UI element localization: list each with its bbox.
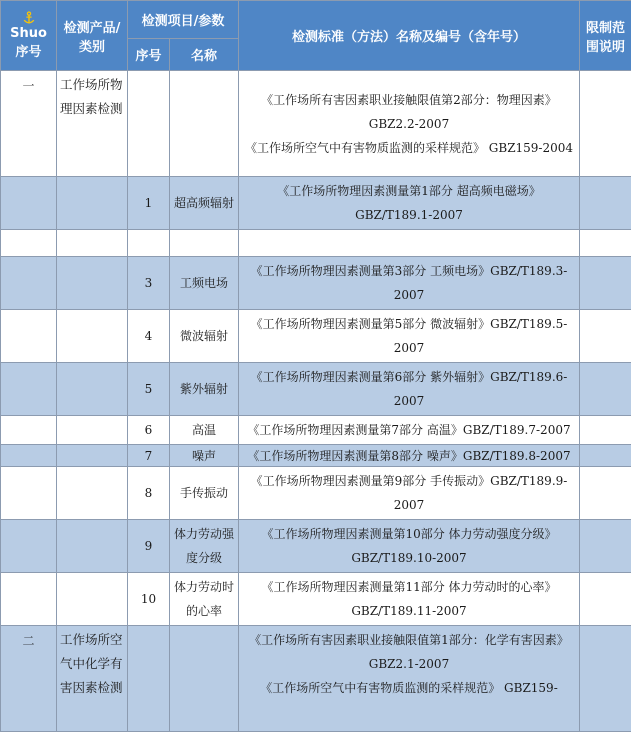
- header-item-seq: 序号: [128, 39, 170, 71]
- standard-line: 《工作场所有害因素职业接触限值第2部分：物理因素》GBZ2.2-2007: [242, 88, 576, 136]
- row-item-name: 超高频辐射: [170, 177, 239, 230]
- row-seq: [1, 416, 57, 445]
- row-product: [57, 445, 128, 467]
- row-item-seq: 6: [128, 416, 170, 445]
- row-item-seq: 5: [128, 363, 170, 416]
- table-row: [1, 71, 631, 177]
- row-product: [57, 467, 128, 520]
- row-seq: [1, 310, 57, 363]
- standard-line: GBZ/T189.10-2007: [242, 546, 576, 570]
- row-item-name: [170, 626, 239, 732]
- row-item-seq: [128, 230, 170, 257]
- table-row: [1, 416, 631, 445]
- table-row: [1, 626, 631, 732]
- row-product: 工作场所空气中化学有害因素检测: [57, 626, 128, 732]
- standard-line: 《工作场所物理因素测量第1部分 超高频电磁场》 GBZ/T189.1-2007: [242, 179, 576, 227]
- row-limit: [580, 467, 631, 520]
- row-seq: [1, 573, 57, 626]
- row-limit: [580, 177, 631, 230]
- header-product: 检测产品/类别: [57, 1, 128, 71]
- row-item-seq: 9: [128, 520, 170, 573]
- row-product: [57, 573, 128, 626]
- row-product: [57, 363, 128, 416]
- row-item-name: 紫外辐射: [170, 363, 239, 416]
- standard-line: 《工作场所空气中有害物质监测的采样规范》 GBZ159-: [242, 676, 576, 700]
- row-product: 工作场所物理因素检测: [57, 71, 128, 177]
- row-item-name: 高温: [170, 416, 239, 445]
- table-row: [1, 467, 631, 520]
- row-item-name: 体力劳动时的心率: [170, 573, 239, 626]
- header-item-name: 名称: [170, 39, 239, 71]
- row-item-name: [170, 230, 239, 257]
- row-standard: [239, 626, 580, 732]
- row-limit: [580, 445, 631, 467]
- table-row: [1, 310, 631, 363]
- table-row: [1, 257, 631, 310]
- row-standard: [239, 416, 580, 445]
- standard-line: 《工作场所物理因素测量第8部分 噪声》GBZ/T189.8-2007: [242, 448, 576, 464]
- row-seq: [1, 230, 57, 257]
- row-standard: [239, 445, 580, 467]
- table-row: [1, 573, 631, 626]
- row-item-name: [170, 71, 239, 177]
- row-item-seq: 10: [128, 573, 170, 626]
- row-standard: [239, 520, 580, 573]
- row-seq: [1, 467, 57, 520]
- row-item-name: 工频电场: [170, 257, 239, 310]
- row-item-name: 体力劳动强度分级: [170, 520, 239, 573]
- row-limit: [580, 573, 631, 626]
- row-limit: [580, 626, 631, 732]
- row-limit: [580, 310, 631, 363]
- row-standard: [239, 363, 580, 416]
- standard-line: 《工作场所物理因素测量第10部分 体力劳动强度分级》: [242, 522, 576, 546]
- row-limit: [580, 363, 631, 416]
- row-item-seq: 4: [128, 310, 170, 363]
- row-limit: [580, 257, 631, 310]
- row-product: [57, 230, 128, 257]
- row-limit: [580, 416, 631, 445]
- standard-line: 《工作场所物理因素测量第11部分 体力劳动时的心率》: [242, 575, 576, 599]
- row-standard: [239, 177, 580, 230]
- row-product: [57, 310, 128, 363]
- row-item-seq: 3: [128, 257, 170, 310]
- row-item-seq: 7: [128, 445, 170, 467]
- row-item-seq: 1: [128, 177, 170, 230]
- standard-line: 《工作场所物理因素测量第5部分 微波辐射》GBZ/T189.5-2007: [242, 312, 576, 360]
- header-limit: 限制范围说明: [580, 1, 631, 71]
- row-seq: [1, 177, 57, 230]
- row-seq: 二: [1, 626, 57, 732]
- standard-line: 《工作场所物理因素测量第7部分 高温》GBZ/T189.7-2007: [242, 418, 576, 442]
- header-seq: [1, 1, 57, 71]
- row-item-name: 噪声: [170, 445, 239, 467]
- header-items: 检测项目/参数: [128, 1, 239, 39]
- standard-line: 《工作场所物理因素测量第6部分 紫外辐射》GBZ/T189.6-2007: [242, 365, 576, 413]
- anchor-icon: [22, 11, 36, 25]
- row-standard: [239, 467, 580, 520]
- standard-line: 《工作场所物理因素测量第3部分 工频电场》GBZ/T189.3-2007: [242, 259, 576, 307]
- row-product: [57, 257, 128, 310]
- header-seq-label: Shuo 序号: [4, 26, 53, 60]
- standard-line: 《工作场所物理因素测量第9部分 手传振动》GBZ/T189.9-2007: [242, 469, 576, 517]
- table-row: [1, 363, 631, 416]
- row-seq: 一: [1, 71, 57, 177]
- row-standard: [239, 257, 580, 310]
- row-product: [57, 520, 128, 573]
- row-standard: [239, 573, 580, 626]
- row-item-name: 微波辐射: [170, 310, 239, 363]
- table-row: [1, 520, 631, 573]
- row-seq: [1, 363, 57, 416]
- row-product: [57, 177, 128, 230]
- row-seq: [1, 257, 57, 310]
- standard-line: 《工作场所有害因素职业接触限值第1部分：化学有害因素》GBZ2.1-2007: [242, 628, 576, 676]
- row-seq: [1, 445, 57, 467]
- row-standard: [239, 230, 580, 257]
- table-row: [1, 177, 631, 230]
- row-item-seq: 8: [128, 467, 170, 520]
- row-limit: [580, 520, 631, 573]
- table-row: [1, 445, 631, 467]
- standard-line: GBZ/T189.11-2007: [242, 599, 576, 623]
- header-standard: 检测标准（方法）名称及编号（含年号）: [239, 1, 580, 71]
- row-standard: [239, 71, 580, 177]
- standard-line: 《工作场所空气中有害物质监测的采样规范》 GBZ159-2004: [242, 136, 576, 160]
- row-standard: [239, 310, 580, 363]
- row-limit: [580, 71, 631, 177]
- row-limit: [580, 230, 631, 257]
- row-item-name: 手传振动: [170, 467, 239, 520]
- row-product: [57, 416, 128, 445]
- row-seq: [1, 520, 57, 573]
- row-item-seq: [128, 71, 170, 177]
- table-row: [1, 230, 631, 257]
- row-item-seq: [128, 626, 170, 732]
